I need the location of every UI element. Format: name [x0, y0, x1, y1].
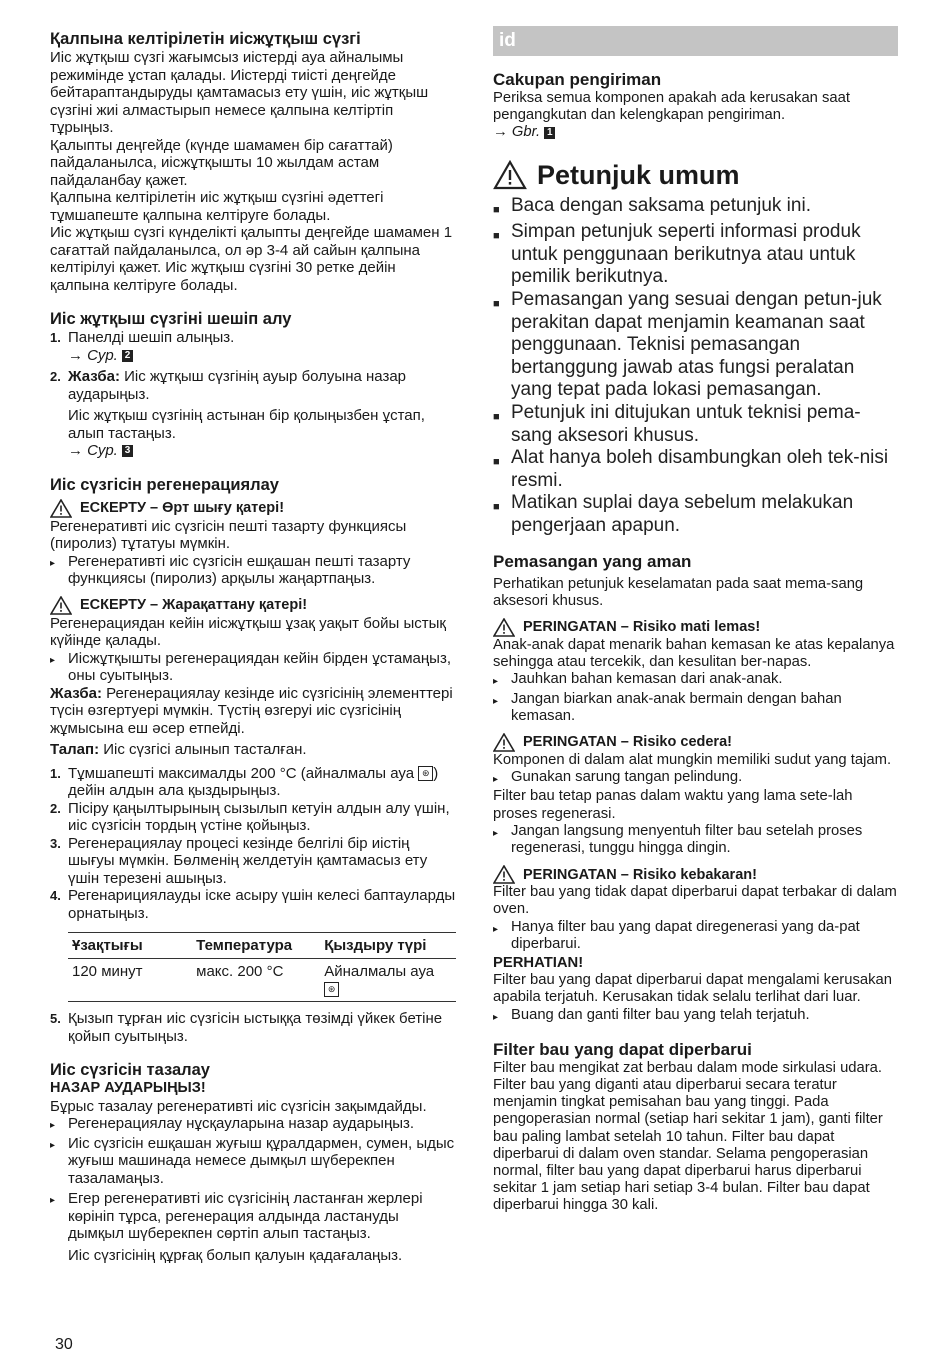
list-item	[493, 195, 898, 222]
list-item-text: Иіс сүзгісін ешқашан жуғыш құралдармен, сумен, ыдыс жуғыш машинада немесе дымқыл шүберекпен тазаламаңыз.	[68, 1134, 455, 1187]
bullet-square-icon: ■	[493, 230, 500, 243]
list-item	[493, 691, 898, 725]
step-text: Регенарициялауды іске асыру үшін келесі баптауларды орнатыңыз.	[68, 887, 456, 922]
warning-heading	[493, 865, 898, 884]
warning-triangle-icon	[50, 499, 72, 518]
figure-number: 3	[122, 445, 133, 457]
arrow-right-icon: →	[493, 124, 508, 141]
paragraph: Perhatikan petunjuk keselamatan pada saat mema-sang aksesori khusus.	[493, 575, 864, 609]
arrow-right-icon: →	[68, 346, 83, 364]
warning-triangle-icon	[493, 865, 515, 884]
paragraph: Регенеративті иіс сүзгісін пешті тазарту функциясы (пиролиз) тұтатуы мүмкін.	[50, 517, 407, 552]
table-header-row	[68, 933, 456, 959]
paragraph: Иіс жұтқыш сүзгі жағымсыз иістерді ауа айналымы режимінде ұстап қалады. Иістерді тиісті деңгейде бейтараптандыруды қамтамасыз ету үшін, иіс жұтқыш сүзгіні жиі алмастырып немесе қалпына келтіртіп тұрыңыз.	[50, 49, 429, 136]
settings-table	[68, 932, 456, 1002]
warning-text: ЕСКЕРТУ – Өрт шығу қатері!	[80, 500, 285, 516]
list-item-text: Jangan biarkan anak-anak bermain dengan bahan kemasan.	[511, 690, 842, 724]
table-cell-text: Айналмалы ауа	[324, 963, 435, 980]
bullet-icon: ▸	[493, 827, 499, 839]
page-number: 30	[55, 1336, 73, 1353]
requirement-text: Иіс сүзгісі алынып тасталған.	[99, 741, 307, 758]
section-title: Cakupan pengiriman	[493, 70, 662, 89]
step-text: ) дейін алдын ала қыздырыңыз.	[68, 764, 439, 799]
section-title: Filter bau yang dapat diperbarui	[493, 1039, 752, 1059]
figure-ref	[493, 124, 898, 141]
paragraph: Filter bau yang dapat diperbarui dapat mengalami kerusakan apabila terjatuh. Kerusakan tidak selalu terlihat dari luar.	[493, 972, 892, 1006]
requirement	[50, 741, 458, 759]
list-item	[493, 447, 898, 492]
paragraph: Регенерациядан кейін иісжұтқыш ұзақ уақыт бойы ыстық күйінде қалады.	[50, 614, 446, 649]
table-row	[68, 959, 456, 1002]
list-item-text: Matikan suplai daya sebelum melakukan pengerjaan apapun.	[511, 492, 854, 536]
table-header: Ұзақтығы	[68, 933, 192, 959]
paragraph: Filter bau mengikat zat berbau dalam mode sirkulasi udara. Filter bau yang diganti atau diperbarui secara teratur menjamin tingkat pemisahan bau yang tinggi. Pada pengoperasian normal (setiap hari sekitar 1 jam), ganti filter bau paling lambat setelah 10 tahun. Filter bau dapat diperbarui di dalam oven standar. Selama pengoperasian normal, filter bau yang dapat diperbarui harus diperbarui sekitar 1 jam setiap hari setiap 3-4 bulan. Filter bau dapat diperbarui hingga 30 kali.	[493, 1059, 883, 1214]
figure-ref-label: Gbr.	[511, 124, 541, 141]
note-label: Жазба:	[50, 684, 102, 702]
step-number: 1.	[50, 765, 61, 781]
paragraph: Anak-anak dapat menarik bahan kemasan ke atas kepalanya sehingga atau tercekik, dan kesulitan ber-napas.	[493, 636, 895, 671]
arrow-right-icon: →	[68, 442, 83, 459]
list-item	[493, 919, 898, 953]
convection-fan-icon: ⊛	[418, 766, 433, 781]
list-item	[50, 1135, 458, 1188]
step-text: Қызып тұрған иіс сүзгісін ыстыққа төзімді үйкек бетіне қойып суытыңыз.	[68, 1010, 443, 1045]
step-number: 5.	[50, 1011, 61, 1026]
list-item	[493, 1007, 898, 1026]
list-item-text: Petunjuk ini ditujukan untuk teknisi pema-sang aksesori khusus.	[511, 401, 861, 446]
bullet-square-icon: ■	[493, 297, 500, 310]
paragraph: Бұрыс тазалау регенеративті иіс сүзгісін зақымдайды.	[50, 1097, 427, 1115]
language-tag: id	[493, 26, 898, 56]
bullet-icon: ▸	[50, 654, 56, 666]
step-number: 2.	[50, 800, 61, 816]
bullet-square-icon: ■	[493, 203, 500, 216]
note-text: Регенерациялау кезінде иіс сүзгісінің элементтері түсін өзгертуері мүмкін. Түстің өзгеруі иіс сүзгісінің жұмысына еш әсер етпейді.	[50, 684, 453, 737]
note	[50, 685, 458, 738]
paragraph: Filter bau yang tidak dapat diperbarui dapat terbakar di dalam oven.	[493, 884, 897, 918]
step-text: Пісіру қаңылтырының сызылып кетуін алдын алу үшін, иіс сүзгісін тордың үстіне қойыңыз.	[68, 799, 450, 834]
step-number: 3.	[50, 835, 61, 851]
table-header: Қыздыру түрі	[320, 933, 456, 959]
list-item	[493, 823, 898, 857]
warning-text: PERINGATAN – Risiko kebakaran!	[523, 866, 757, 883]
warning-triangle-icon	[493, 160, 527, 190]
paragraph: Қалпына келтірілетін иіс жұтқыш сүзгіні әдеттегі тұмшапеште қалпына келтіруге болады.	[50, 189, 384, 224]
step	[50, 887, 458, 922]
step	[50, 800, 458, 835]
requirement-label: Талап:	[50, 741, 100, 758]
warning-heading	[50, 499, 458, 518]
bullet-icon: ▸	[50, 1120, 56, 1131]
list-item-text: Иісжұтқышты регенерациядан кейін бірден ұстамаңыз, оны суытыңыз.	[68, 649, 452, 684]
attention-label: НАЗАР АУДАРЫҢЫЗ!	[50, 1080, 206, 1096]
figure-ref	[50, 442, 458, 460]
step-number: 4.	[50, 888, 61, 903]
step-text: Иіс жұтқыш сүзгінің астынан бір қолыңызбен ұстап, алып тастаңыз.	[68, 407, 425, 442]
left-column	[50, 26, 458, 1264]
step	[50, 835, 458, 888]
table-cell: макс. 200 °C	[192, 959, 320, 1002]
note-label: Жазба:	[68, 368, 120, 385]
paragraph: Filter bau tetap panas dalam waktu yang lama sete-lah proses regenerasi.	[493, 788, 853, 822]
step-text: Панелді шешіп алыңыз.	[68, 329, 235, 346]
bullet-icon: ▸	[493, 774, 499, 786]
paragraph: Иіс жұтқыш сүзгі күнделікті қалыпты деңгейде шамамен 1 сағаттай пайдаланылса, ол әр 3-4 ай сайын қалпына келтірілуі қажет. Иіс жұтқыш сүзгіні 30 ретке дейін қалпына келтіруге болады.	[50, 224, 453, 294]
convection-fan-icon: ⊛	[324, 982, 339, 997]
figure-ref-label: Сур.	[87, 346, 118, 364]
warning-heading	[50, 596, 458, 615]
paragraph: Periksa semua komponen apakah ada kerusakan saat pengangkutan dan kelengkapan pengiriman.	[493, 90, 850, 124]
attention-label: PERHATIAN!	[493, 954, 584, 971]
step	[50, 368, 458, 403]
figure-ref	[50, 347, 458, 365]
warning-triangle-icon	[493, 618, 515, 637]
step	[50, 765, 458, 800]
list-item-text: Регенеративті иіс сүзгісін ешқашан пешті тазарту функциясы (пиролиз) арқылы жаңартпаңыз.	[68, 552, 411, 587]
list-item-text: Jangan langsung menyentuh filter bau setelah proses regenerasi, tunggu hingga dingin.	[511, 822, 863, 856]
table-header: Температура	[192, 933, 320, 959]
list-item-text: Baca dengan saksama petunjuk ini.	[511, 194, 811, 216]
list-item-text: Егер регенеративті иіс сүзгісінің ластанған жерлері көрініп тұрса, регенерация алдында ластануды дымқыл шүберекпен сөртіп алып тастаңыз.	[68, 1190, 423, 1242]
list-item	[50, 1190, 458, 1243]
table-cell	[320, 959, 456, 1002]
list-item	[50, 553, 458, 588]
section-title: Pemasangan yang aman	[493, 551, 692, 571]
section-title: Иіс жұтқыш сүзгіні шешіп алу	[50, 310, 292, 328]
bullet-icon: ▸	[50, 1195, 56, 1206]
list-item-text: Hanya filter bau yang dapat diregenerasi yang da-pat diperbarui.	[511, 918, 860, 952]
step-number: 2.	[50, 369, 61, 384]
bullet-icon: ▸	[493, 923, 499, 935]
section-title: Иіс сүзгісін тазалау	[50, 1061, 210, 1079]
warning-text: PERINGATAN – Risiko cedera!	[523, 734, 732, 751]
bullet-icon: ▸	[50, 1139, 56, 1151]
list-item-text: Pemasangan yang sesuai dengan petun-juk perakitan dapat menjamin keamanan saat penggunaan. Teknisi pemasangan bertanggung jawab atas fungsi peralatan yang tepat pada lokasi pemasangan.	[511, 288, 882, 401]
bullet-icon: ▸	[493, 1011, 499, 1023]
list-item	[493, 769, 898, 788]
figure-ref-label: Сур.	[87, 442, 118, 459]
warning-text: PERINGATAN – Risiko mati lemas!	[523, 619, 761, 636]
paragraph: Қалыпты деңгейде (күнде шамамен бір сағаттай) пайдаланылса, иісжұтқышты 10 жылдам астам пайдаланбау қажет.	[50, 136, 393, 189]
paragraph: Komponen di dalam alat mungkin memiliki sudut yang tajam.	[493, 751, 892, 768]
step-text: Регенерациялау процесі кезінде белгілі бір иістің шығуы мүмкін. Бөлменің желдетуін қамтамасыз ету үшін терезені ашыңыз.	[68, 834, 428, 887]
list-item-text: Buang dan ganti filter bau yang telah terjatuh.	[511, 1006, 810, 1023]
section-title: Иіс сүзгісін регенерациялау	[50, 475, 279, 494]
list-item-text: Gunakan sarung tangan pelindung.	[511, 769, 743, 786]
right-column	[493, 26, 898, 1215]
step-number: 1.	[50, 330, 61, 345]
list-item-text: Alat hanya boleh disambungkan oleh tek-nisi resmi.	[511, 447, 889, 491]
list-item	[50, 1115, 458, 1135]
main-heading	[493, 160, 898, 191]
bullet-icon: ▸	[50, 557, 56, 569]
bullet-icon: ▸	[493, 695, 499, 707]
step-text: Иіс жұтқыш сүзгінің ауыр болуына назар аударыңыз.	[68, 368, 407, 403]
page-title: Petunjuk umum	[537, 159, 740, 190]
step-text: Тұмшапешті максималды 200 °C (айналмалы ауа	[68, 764, 419, 782]
bullet-square-icon: ■	[493, 410, 500, 423]
step	[50, 329, 458, 347]
step	[50, 1010, 458, 1045]
list-item-text: Регенерациялау нұсқауларына назар аударыңыз.	[68, 1115, 415, 1132]
list-item	[493, 402, 898, 447]
list-item	[493, 221, 898, 289]
figure-number: 2	[122, 350, 133, 362]
warning-triangle-icon	[50, 596, 72, 615]
section-title: Қалпына келтірілетін иісжұтқыш сүзгі	[50, 30, 361, 48]
bullet-square-icon: ■	[493, 501, 500, 514]
list-item-text: Jauhkan bahan kemasan dari anak-anak.	[511, 671, 783, 688]
warning-triangle-icon	[493, 733, 515, 752]
figure-number: 1	[544, 127, 555, 139]
warning-heading	[493, 618, 898, 637]
bullet-icon: ▸	[493, 676, 499, 688]
warning-text: ЕСКЕРТУ – Жарақаттану қатері!	[80, 597, 308, 613]
list-item	[493, 671, 898, 690]
list-item	[493, 289, 898, 402]
list-item	[50, 650, 458, 685]
warning-heading	[493, 733, 898, 752]
list-item-text: Simpan petunjuk seperti informasi produk untuk penggunaan berikutnya atau untuk pemilik berikutnya.	[511, 221, 861, 288]
table-cell: 120 минут	[68, 959, 192, 1002]
list-item-text: Иіс сүзгісінің құрғақ болып қалуын қадағалаңыз.	[68, 1246, 403, 1264]
bullet-square-icon: ■	[493, 456, 500, 469]
list-item	[493, 492, 898, 537]
